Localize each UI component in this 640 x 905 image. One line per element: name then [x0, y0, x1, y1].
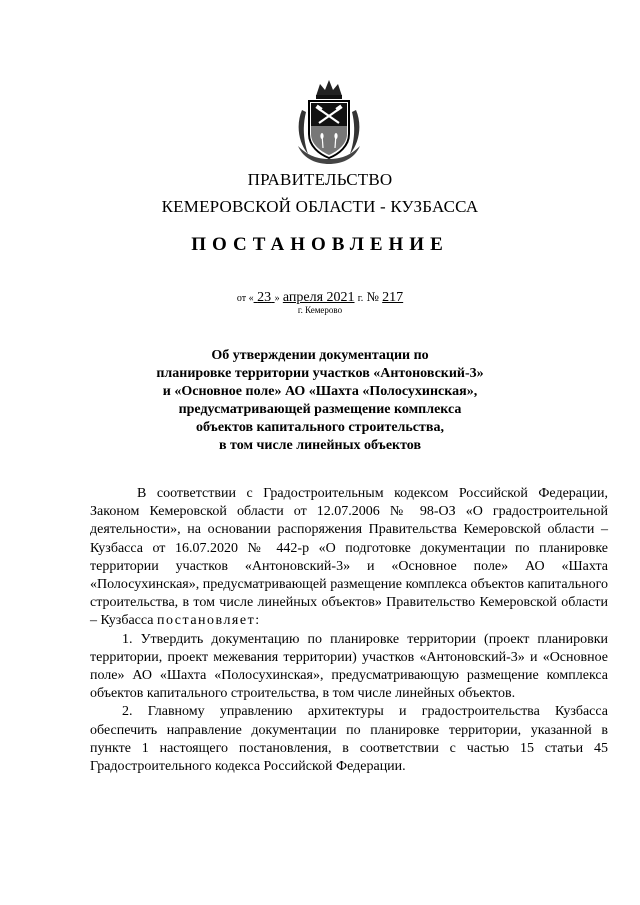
paragraph-preamble: В соответствии с Градостроительным кодексом Российской Федерации, Законом Кемеровской области от 12.07.2006 № 98-ОЗ «О градостроительной деятельности», на основании распоряжения Правительства Кемеровской области – Кузбасса от 16.07.2020 № 442-р «О подготовке документации по планировке территории участков «Антоновский-3» и «Основное поле» АО «Шахта «Полосухинская», предусматривающей размещение комплекса объектов капитального строительства, в том числе линейных объектов» Правительство Кемеровской области – Кузбасса постановляет: — [90, 486, 608, 629]
government-title: ПРАВИТЕЛЬСТВО — [247, 170, 393, 189]
heading-line: объектов капитального строительства, — [196, 420, 444, 435]
coat-of-arms-icon — [292, 76, 366, 166]
document-body — [90, 485, 608, 776]
date-prefix: от « — [236, 293, 254, 304]
government-region: КЕМЕРОВСКОЙ ОБЛАСТИ - КУЗБАССА — [161, 197, 479, 216]
number-label: № — [366, 289, 379, 304]
heading-line: планировке территории участков «Антоновский-3» — [156, 366, 484, 381]
paragraph-item-2: 2. Главному управлению архитектуры и градостроительства Кузбасса обеспечить направление документации по планировке территории, указанной в пункте 1 настоящего постановления, в соответствии с частью 15 статьи 45 Градостроительного кодекса Российской Федерации. — [90, 704, 608, 775]
document-number: 217 — [382, 290, 404, 305]
date-mid: » — [274, 293, 280, 304]
heading-line: предусматривающей размещение комплекса — [178, 402, 462, 417]
heading-line: в том числе линейных объектов — [218, 438, 422, 453]
document-heading — [100, 347, 540, 455]
resolve-keyword: постановляет: — [156, 613, 261, 629]
document-type: ПОСТАНОВЛЕНИЕ — [191, 234, 449, 255]
date-day: 23 — [257, 290, 272, 305]
heading-line: и «Основное поле» АО «Шахта «Полосухинская», — [162, 384, 478, 399]
paragraph-item-1: 1. Утвердить документацию по планировке территории (проект планировки территории, проект межевания территории) участков «Антоновский-3» и «Основное поле» АО «Шахта «Полосухинская», предусматривающую размещение комплекса объектов капитального строительства, в том числе линейных объектов. — [90, 631, 608, 702]
date-line — [0, 289, 640, 306]
date-month-year: апреля 2021 — [282, 290, 355, 305]
city: г. Кемерово — [297, 305, 343, 315]
heading-line: Об утверждении документации по — [211, 348, 429, 363]
date-suffix: г. — [357, 293, 364, 304]
